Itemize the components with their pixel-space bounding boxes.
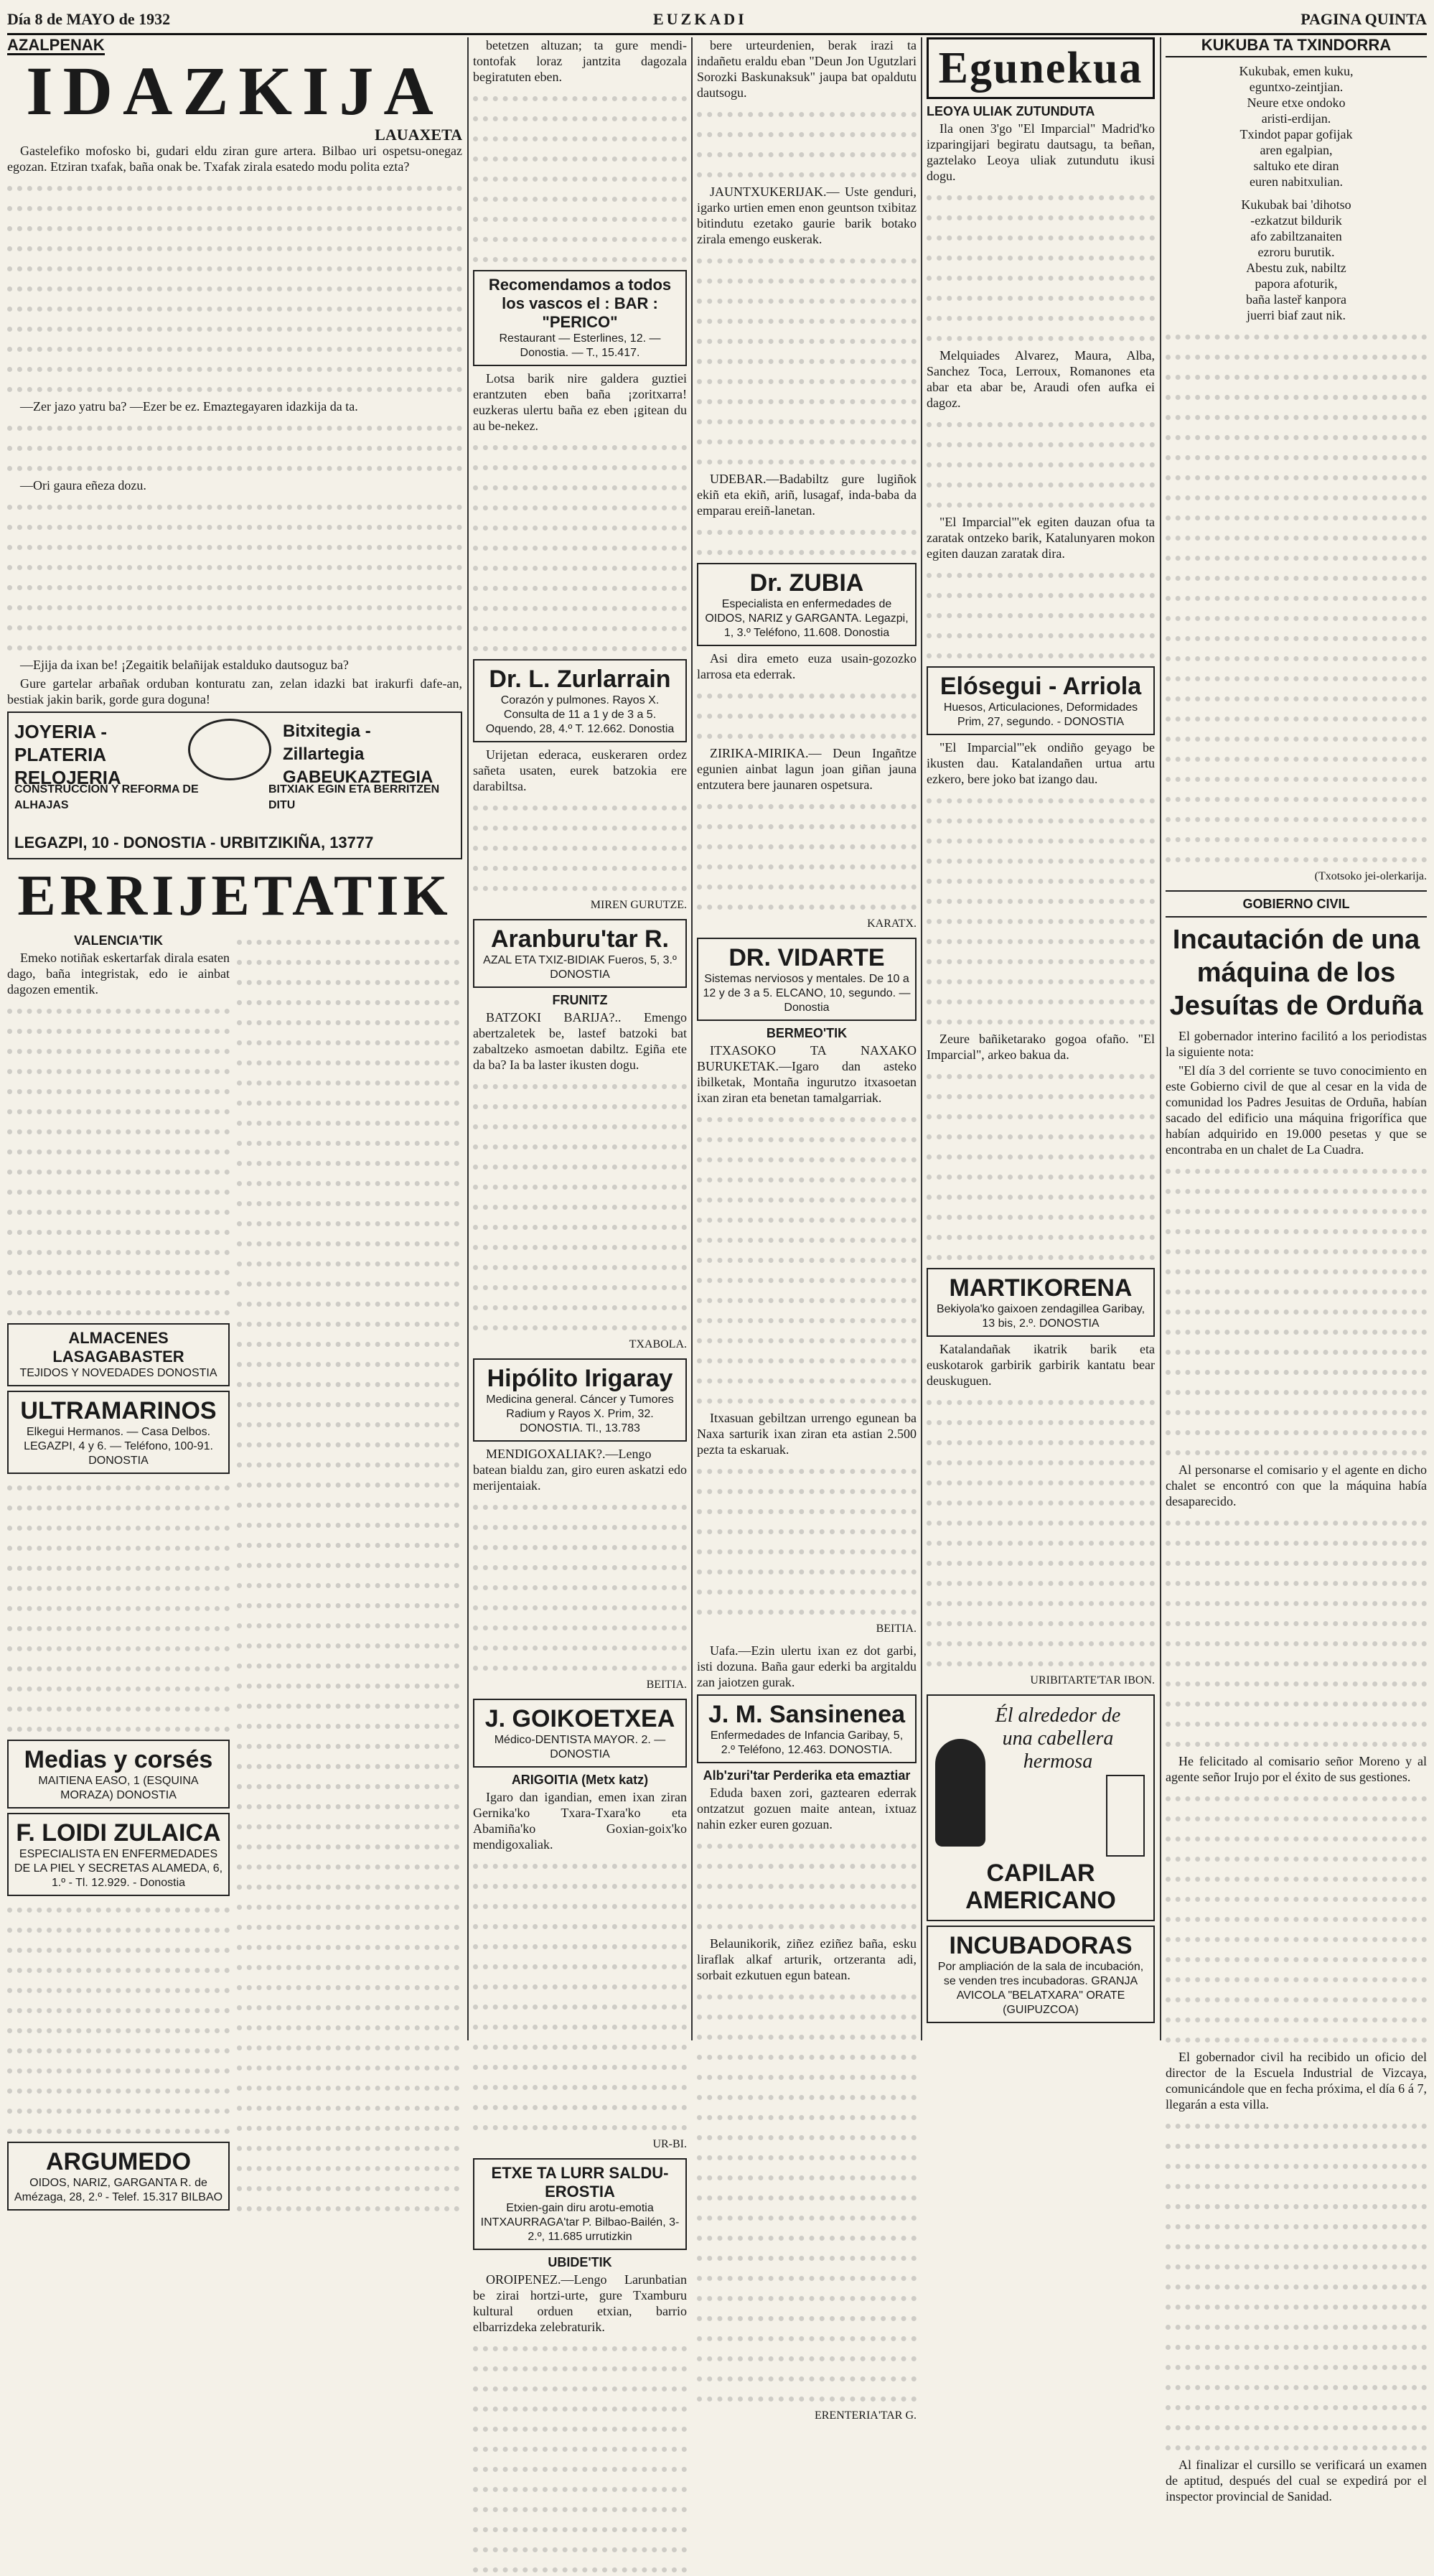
doctor-ad	[7, 1813, 230, 1896]
ad-subtext: Medicina general. Cáncer y Tumores Radium y Rayos X. Prim, 32. DONOSTIA. Tl., 13.783	[486, 1394, 674, 1434]
section-heading: UBIDE'TIK	[548, 2255, 612, 2269]
real-estate-ad	[473, 2158, 687, 2250]
text-block	[473, 438, 687, 655]
article-paragraph: Al personarse el comisario y el agente en dicho chalet se encontró con que la máquina había desaparecido.	[1166, 1462, 1427, 1508]
ad-heading: Aranburu'tar R.	[491, 925, 669, 953]
article-paragraph: Emeko notiñak eskertarfak dirala esaten dago, baña integristak, edo ie ainbat dagozen ementik.	[7, 951, 230, 997]
incubator-ad	[927, 1926, 1155, 2023]
text-block	[1166, 327, 1427, 866]
article-title: IDAZKIJA	[26, 52, 444, 129]
hair-tonic-ad	[927, 1694, 1155, 1921]
ad-heading: ALMACENES LASAGABASTER	[52, 1329, 184, 1366]
ad-heading: Hipólito Irigaray	[487, 1365, 673, 1392]
article-paragraph: Al finalizar el cursillo se verificará un examen de aptitud, después del cual se expedirá por el inspector provincial de Sanidad.	[1166, 2458, 1427, 2503]
text-block	[927, 1393, 1155, 1670]
column-title: Egunekua	[927, 37, 1155, 99]
article-paragraph: ITXASOKO TA NAXAKO BURUKETAK.—Igaro dan asteko ibilketak, Montaña ingurutzo itxasoetan ixan ziran eta benetan tamalgarriak.	[697, 1043, 917, 1105]
text-block	[697, 1462, 917, 1618]
ad-subtext: Etxien-gain diru arotu-emotia INTXAURRAGA'tar P. Bilbao-Bailén, 3-2.º, 11.685 urrutizkin	[480, 2202, 680, 2243]
section-heading: FRUNITZ	[552, 993, 608, 1007]
text-block	[237, 933, 459, 2215]
ad-subtext: Sistemas nerviosos y mentales. De 10 a 12 y de 3 a 5. ELCANO, 10, segundo. — Donostia	[703, 973, 911, 1014]
poem-line: -ezkatzut bildurik	[1250, 213, 1342, 228]
ad-heading: Recomendamos a todos los vascos el : BAR : "PERICO"	[488, 276, 672, 331]
byline: (Txotsoko jei-olerkarija.	[1314, 870, 1427, 882]
byline: URIBITARTE'TAR IBON.	[1030, 1674, 1155, 1686]
text-block	[7, 419, 462, 475]
column-rule	[921, 37, 922, 2040]
article-paragraph: ZIRIKA-MIRIKA.— Deun Ingañtze egunien ainbat lagun joan giñan jauna entzutera bere jaunaren ospetsura.	[697, 746, 917, 792]
text-block	[1166, 1162, 1427, 1459]
text-block	[697, 1987, 917, 2405]
section-heading: GOBIERNO CIVIL	[1242, 897, 1350, 911]
text-block	[697, 1837, 917, 1933]
column-1	[7, 36, 462, 2203]
byline: ERENTERIA'TAR G.	[814, 2409, 917, 2422]
text-block	[473, 1857, 687, 2134]
article-paragraph: —Zer jazo yatru ba? —Ezer be ez. Emaztegayaren idazkija da ta.	[20, 399, 358, 414]
byline: BEITIA.	[646, 1679, 687, 1691]
headline: Incautación de una máquina de los Jesuítas de Orduña	[1169, 925, 1423, 1021]
text-block	[927, 791, 1155, 1028]
ad-subtext: Por ampliación de la sala de incubación, se venden tres incubadoras. GRANJA AVICOLA "BELATXARA" ORATE (GUIPUZCOA)	[937, 1961, 1144, 2016]
article-paragraph: Melquiades Alvarez, Maura, Alba, Sanchez Toca, Lerroux, Romanones eta abar eta abar be, Araudi ofen aufka ei dagoz.	[927, 348, 1155, 410]
byline: TXABOLA.	[629, 1338, 687, 1350]
article-paragraph: Eduda baxen zori, gaztearen ederrak ontzatzut gozuen maite antean, ixtuaz nahin ezker euren gozuan.	[697, 1786, 917, 1831]
text-block	[1166, 1789, 1427, 2046]
ad-subtext: Enfermedades de Infancia Garibay, 5, 2.º Teléfono, 12.463. DONOSTIA.	[710, 1730, 904, 1756]
column-rule	[1160, 37, 1161, 2040]
article-paragraph: UDEBAR.—Badabiltz gure lugiñok ekiñ eta ekiñ, ariñ, lusagaf, inda-baba da emparau ereiñ-lanetan.	[697, 472, 917, 518]
poem-line: baña lasteř kanpora	[1246, 292, 1346, 307]
ad-heading: ETXE TA LURR SALDU-EROSTIA	[491, 2164, 669, 2201]
section-heading: Alb'zuri'tar Perderika eta emaztiar	[703, 1768, 911, 1783]
text-block	[7, 1478, 230, 1735]
bottle-illustration	[1106, 1775, 1145, 1857]
ad-subtext: Restaurant — Esterlines, 12. — Donostia. — T., 15.417.	[499, 332, 661, 359]
doctor-ad	[697, 938, 917, 1021]
ad-heading: Elósegui - Arriola	[939, 673, 1142, 700]
poem-line: Kukubak, emen kuku,	[1239, 64, 1354, 78]
doctor-ad	[473, 1358, 687, 1442]
ad-heading: Bitxitegia - Zillartegia GABEUKAZTEGIA	[283, 722, 434, 787]
article-paragraph: Itxasuan gebiltzan urrengo egunean ba Naxa sarturik ixan ziran eta astian 2.500 pezta ta eskaruak.	[697, 1411, 917, 1457]
byline: BEITIA.	[876, 1623, 917, 1635]
article-paragraph: "El día 3 del corriente se tuvo conocimiento en este Gobierno civil de que al cesar en la vida de comunidad los Padres Jesuitas de Orduña, habían sacado del edificio una máquina frigorífica que habían adquirido en 19.000 pesetas y que se encontraba en un chalet de La Cuadra.	[1166, 1063, 1427, 1157]
article-paragraph: Uafa.—Ezin ulertu ixan ez dot garbi, isti dozuna. Baña gaur ederki ba argitaldu zan jaiotzen gurak.	[697, 1643, 917, 1689]
poem-line: Kukubak bai 'dihotso	[1241, 197, 1351, 212]
logo-seal	[188, 719, 271, 780]
shoe-ad	[473, 919, 687, 988]
ad-subtext: Corazón y pulmones. Rayos X. Consulta de 11 a 1 y de 3 a 5. Oquendo, 28, 4.º T. 12.662. Donostia	[485, 694, 675, 735]
text-block	[473, 798, 687, 895]
article-paragraph: MENDIGOXALIAK?.—Lengo batean bialdu zan, giro euren askatzi edo merijentaiak.	[473, 1447, 687, 1493]
article-paragraph: OROIPENEZ.—Lengo Larunbatian be zirai hortzi-urte, gure Txamburu kultural orduen etxian, barrio elbarrizdeka zelebraturik.	[473, 2272, 687, 2334]
right-subcolumn	[237, 928, 459, 2218]
section-label: AZALPENAK	[7, 36, 105, 54]
ad-address: LEGAZPI, 10 - DONOSTIA - URBITZIKIÑA, 13777	[14, 834, 374, 851]
text-block	[697, 251, 917, 468]
page-header	[7, 4, 1427, 35]
ad-heading: Dr. ZUBIA	[749, 569, 864, 597]
section-heading: VALENCIA'TIK	[74, 933, 163, 948]
text-block	[7, 498, 462, 654]
doctor-ad	[697, 563, 917, 646]
ad-line: BITXIAK EGIN ETA BERRITZEN DITU	[268, 783, 440, 811]
column-2	[473, 37, 687, 2334]
article-paragraph: Gastelefiko mofosko bi, gudari eldu ziran gure artera. Bilbao uri ospetsu-onegaz egozan. Etziran txafak, baña onak be. Txafak zirala esatedo modu polita ezta?	[7, 144, 462, 174]
ad-heading: J. M. Sansinenea	[708, 1701, 905, 1728]
text-block	[697, 1110, 917, 1407]
bar-perico-ad	[473, 270, 687, 366]
poem-line: eguntxo-zeintjian.	[1249, 80, 1344, 94]
poem-line: Abestu zuk, nabiltz	[1246, 261, 1346, 275]
article-paragraph: Urijetan ederaca, euskeraren ordez sañeta usaten, eurek batzokia ere darabiltsa.	[473, 747, 687, 793]
section-title: ERRIJETATIK	[17, 864, 452, 928]
article-paragraph: Gure gartelar arbañak orduban konturatu zan, zelan idazki bat irakurfi dafe-an, bestiak jakin barik, gorde gura doguna!	[7, 676, 462, 706]
article-paragraph: Lotsa barik nire galdera guztiei erantzuten eben baña ¡zoritxarra! euzkeras ulertu baña ez eben ¡gitean du au be-nekez.	[473, 371, 687, 433]
poem-line: ezroru burutik.	[1257, 245, 1335, 259]
text-block	[7, 1002, 230, 1319]
ad-subtext: Bekiyola'ko gaixoen zendagillea Garibay, 13 bis, 2.º. DONOSTIA	[936, 1303, 1145, 1330]
grocery-ad	[7, 1391, 230, 1474]
section-heading: BERMEO'TIK	[766, 1026, 848, 1040]
text-block	[473, 2339, 687, 2576]
ad-subtext: TEJIDOS Y NOVEDADES DONOSTIA	[19, 1367, 217, 1379]
ad-slogan: Él alrededor de una cabellera hermosa	[995, 1704, 1121, 1773]
text-block	[697, 686, 917, 742]
store-ad	[7, 1323, 230, 1386]
article-paragraph: He felicitado al comisario señor Moreno y al agente señor Irujo por el éxito de sus gestiones.	[1166, 1754, 1427, 1784]
header-date: Día 8 de MAYO de 1932	[7, 10, 171, 28]
article-paragraph: El gobernador civil ha recibido un oficio del director de la Escuela Industrial de Vizcaya, comunicándole que en fecha próxima, el día 6 á 7, llegarán a esta villa.	[1166, 2050, 1427, 2111]
byline: UR-BI.	[652, 2138, 687, 2150]
article-paragraph: JAUNTXUKERIJAK.— Uste genduri, igarko urtien emen enon geuntson txibitaz bitindutu ezetako gaurie barik botako zirala emengo euskerak.	[697, 185, 917, 246]
ad-heading: MARTIKORENA	[949, 1274, 1133, 1302]
ad-heading: J. GOIKOETXEA	[484, 1705, 675, 1732]
text-block	[1166, 2117, 1427, 2454]
doctor-ad	[927, 666, 1155, 735]
article-paragraph: Belaunikorik, ziñez eziñez baña, esku liraflak alkaf arturik, ortzeranta adi, sorbait ezkutuen egun batean.	[697, 1936, 917, 1982]
ad-line: CONSTRUCCION Y REFORMA DE ALHAJAS	[14, 783, 199, 811]
article-paragraph: Katalandañak ikatrik barik eta euskotarok garbirik garbirik kantatu bear deuskuguen.	[927, 1342, 1155, 1388]
text-block	[1166, 1513, 1427, 1750]
poem-line: euren nabitxulian.	[1250, 174, 1343, 189]
ad-subtext: MAITIENA EASO, 1 (ESQUINA MORAZA) DONOSTIA	[38, 1775, 199, 1801]
text-block	[697, 523, 917, 559]
section-heading: LEOYA ULIAK ZUTUNDUTA	[927, 104, 1095, 118]
ad-heading: DR. VIDARTE	[728, 944, 885, 971]
dentist-ad	[473, 1699, 687, 1768]
text-block	[697, 797, 917, 913]
poem-line: aren egalpian,	[1260, 143, 1333, 157]
divider	[1166, 890, 1427, 892]
text-block	[473, 1077, 687, 1334]
jewelry-ad	[7, 711, 462, 859]
poem-line: papora afoturik,	[1255, 276, 1338, 291]
poem-line: saltuko ete diran	[1253, 159, 1339, 173]
ad-heading: Dr. L. Zurlarrain	[489, 666, 671, 693]
article-paragraph: Igaro dan igandian, emen ixan ziran Gernika'ko Txara-Txara'ko eta Abamiña'ko Goxian-goix'ko mendigoxaliak.	[473, 1790, 687, 1852]
poem-line: juerri biaf zaut nik.	[1247, 308, 1346, 322]
byline: MIREN GURUTZE.	[590, 899, 687, 911]
article-paragraph: betetzen altuzan; ta gure mendi-tontofak loraz jantzita dagozala begiratuten eben.	[473, 38, 687, 84]
hosiery-ad	[7, 1740, 230, 1809]
article-paragraph: "El Imparcial"'ek ondiño geyago be ikusten dau. Katalandañen urtua artu ezkero, bere joko bat izango dau.	[927, 740, 1155, 786]
poem-line: Txindot papar gofijak	[1239, 127, 1353, 141]
text-block	[7, 1900, 230, 2137]
text-block	[927, 566, 1155, 662]
column-5	[1166, 36, 1427, 2503]
ad-subtext: ESPECIALISTA EN ENFERMEDADES DE LA PIEL Y SECRETAS ALAMEDA, 6, 1.º - Tl. 12.929. - Donostia	[14, 1848, 223, 1889]
poem-line: Neure etxe ondoko	[1247, 95, 1346, 110]
text-block	[7, 179, 462, 396]
ad-subtext: AZAL ETA TXIZ-BIDIAK Fueros, 5, 3.º DONOSTIA	[483, 954, 677, 981]
ad-heading: F. LOIDI ZULAICA	[16, 1819, 221, 1847]
article-paragraph: —Ejija da ixan be! ¡Zegaitik belañijak estalduko dautsoguz ba?	[20, 658, 349, 672]
column-4	[927, 37, 1155, 2040]
poem-line: aristi-erdijan.	[1261, 111, 1331, 126]
ad-heading: ARGUMEDO	[45, 2148, 192, 2175]
doctor-ad	[697, 1694, 917, 1763]
article-author: LAUAXETA	[375, 126, 462, 144]
text-block	[697, 105, 917, 181]
poem-stanza	[1166, 197, 1427, 323]
text-block	[473, 1498, 687, 1674]
section-heading: ARIGOITIA (Metx katz)	[511, 1773, 649, 1787]
left-subcolumn	[7, 928, 230, 2218]
article-paragraph: —Ori gaura eñeza dozu.	[20, 478, 146, 493]
text-block	[927, 415, 1155, 511]
column-rule	[691, 37, 693, 2040]
ad-heading: JOYERIA - PLATERIA RELOJERIA	[14, 721, 121, 788]
ad-heading: Medias y corsés	[24, 1746, 213, 1773]
woman-illustration	[935, 1739, 985, 1847]
poem-line: afo zabiltzanaiten	[1250, 229, 1342, 243]
ad-subtext: Elkegui Hermanos. — Casa Delbos. LEGAZPI, 4 y 6. — Teléfono, 100-91. DONOSTIA	[24, 1426, 213, 1467]
ad-heading: ULTRAMARINOS	[20, 1397, 217, 1424]
byline: KARATX.	[867, 918, 917, 930]
article-paragraph: Zeure bañiketarako gogoa ofaño. "El Imparcial", arkeo bakua da.	[927, 1032, 1155, 1062]
doctor-ad	[473, 659, 687, 742]
ad-subtext: OIDOS, NARIZ, GARGANTA R. de Amézaga, 28, 2.º - Telef. 15.317 BILBAO	[14, 2177, 223, 2203]
article-paragraph: BATZOKI BARIJA?.. Emengo abertzaletek be, lastef batzoki bat zabaltzeko asmoetan dabiltz. Egiña ete da ba? Ia ba laster ikusten dogu.	[473, 1010, 687, 1072]
specialist-ad	[7, 2142, 230, 2211]
article-paragraph: bere urteurdenien, berak irazi ta indañetu eraldu eban "Deun Jon Ugutzlari Sorozki Baskunaksuk" jaupa bat opaldutu dautsogu.	[697, 38, 917, 100]
ad-brand: CAPILAR AMERICANO	[965, 1859, 1116, 1914]
poem-stanza	[1166, 63, 1427, 190]
header-paper-name: EUZKADI	[653, 10, 747, 28]
poem-title: KUKUBA TA TXINDORRA	[1166, 37, 1427, 57]
text-block	[473, 89, 687, 266]
header-page-number: PAGINA QUINTA	[1301, 10, 1427, 28]
divider	[1166, 916, 1427, 918]
article-paragraph: El gobernador interino facilitó a los periodistas la siguiente nota:	[1166, 1029, 1427, 1059]
ad-subtext: Especialista en enfermedades de OIDOS, NARIZ y GARGANTA. Legazpi, 1, 3.º Teléfono, 11.608. Donostia	[705, 598, 909, 639]
article-paragraph: Asi dira emeto euza usain-gozozko larrosa eta ederrak.	[697, 651, 917, 681]
text-block	[927, 188, 1155, 345]
article-paragraph: "El Imparcial"'ek egiten dauzan ofua ta zaratak ontzeko barik, Katalunyaren mokon egiten dauzan zaratak dira.	[927, 515, 1155, 561]
article-paragraph: Ila onen 3'go "El Imparcial" Madrid'ko izparingijari begiratu dautsagu, ta beñan, gaztelako Leoya uliak zutundutu ikusi dogu.	[927, 121, 1155, 183]
doctor-ad	[927, 1268, 1155, 1337]
ad-subtext: Huesos, Articulaciones, Deformidades Prim, 27, segundo. - DONOSTIA	[943, 701, 1138, 728]
column-3	[697, 37, 917, 2422]
ad-subtext: Médico-DENTISTA MAYOR. 2. — DONOSTIA	[494, 1734, 666, 1760]
column-rule	[467, 37, 469, 2040]
ad-heading: INCUBADORAS	[949, 1932, 1133, 1959]
text-block	[927, 1067, 1155, 1264]
